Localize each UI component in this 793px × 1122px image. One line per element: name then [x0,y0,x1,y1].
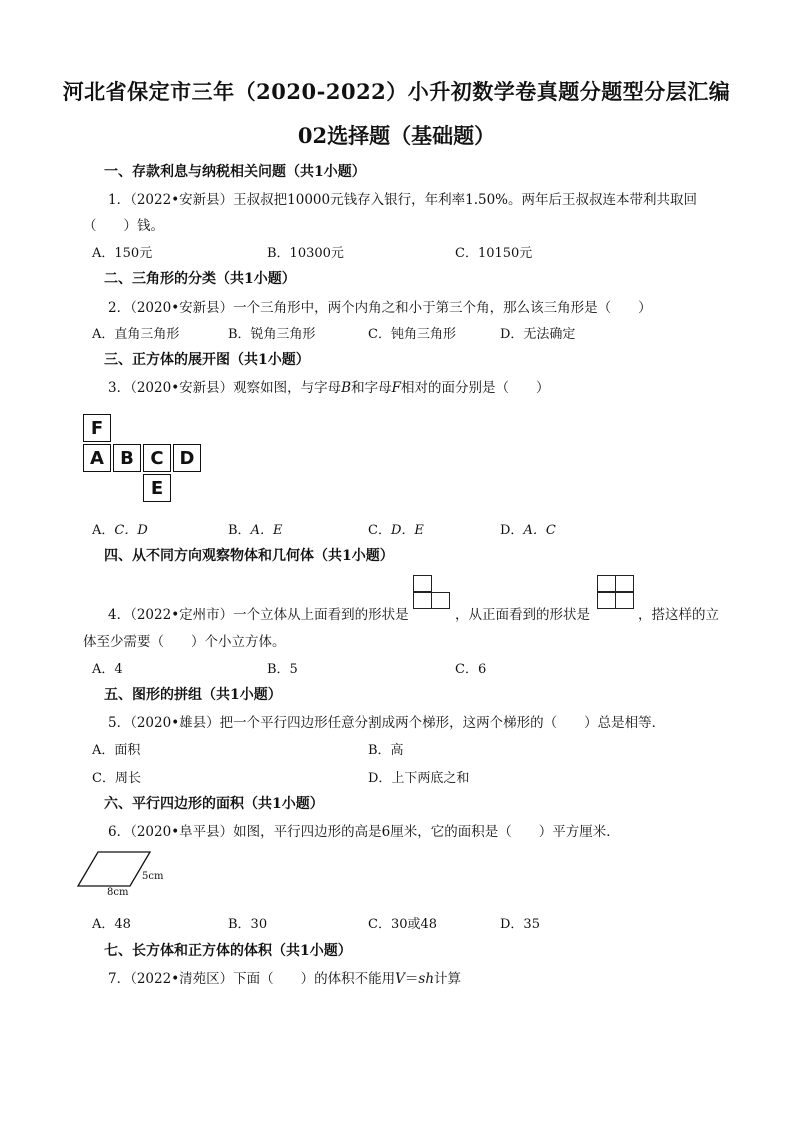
question-1-option-a[interactable]: A．150元 [92,246,153,261]
parallelogram-side-label: 5cm [142,871,164,882]
cube-net-figure [83,414,203,504]
net-face-d: D [173,444,201,472]
question-7-text [108,967,461,987]
net-face-c: C [143,444,171,472]
question-3-option-c[interactable]: C．D．E [368,523,424,538]
parallelogram-figure [76,848,176,908]
question-3-text [108,376,549,396]
question-6-option-a[interactable]: A．48 [92,917,131,932]
top-view-shape-icon [413,575,453,613]
net-face-e: E [143,474,171,502]
question-5-option-a[interactable]: A．面积 [92,743,141,758]
parallelogram-base-label: 8cm [107,887,129,898]
question-4-text-part2: ，从正面看到的形状是 [455,607,590,623]
question-2-option-d[interactable]: D．无法确定 [500,327,576,342]
question-5-option-b[interactable]: B．高 [368,743,404,758]
question-1-option-c[interactable]: C．10150元 [455,246,533,261]
question-7-var-sh: sh [418,971,435,987]
question-3-option-a[interactable]: A．C．D [92,523,148,538]
question-3-var-b: B [341,380,352,396]
question-2-option-b[interactable]: B．锐角三角形 [228,327,316,342]
question-7-text-part2: 计算 [434,971,462,987]
question-5-text: 5．（2020•雄县）把一个平行四边形任意分割成两个梯形，这两个梯形的（ ）总是相等． [108,715,666,731]
question-4-option-a[interactable]: A．4 [92,662,123,677]
section-heading-6: 六、平行四边形的面积（共1小题） [104,796,324,812]
question-4-text-cont: 体至少需要（ ）个小立方体。 [83,634,286,650]
question-3-text-part1: 3．（2020•安新县）观察如图，与字母 [108,380,342,396]
question-1-option-b[interactable]: B．10300元 [267,246,344,261]
question-3-text-part3: 相对的面分别是（ ） [400,380,550,396]
section-heading-2: 二、三角形的分类（共1小题） [104,271,296,287]
question-2-option-a[interactable]: A．直角三角形 [92,327,180,342]
question-1-text-cont: （ ）钱。 [83,218,164,234]
question-6-text: 6．（2020•阜平县）如图，平行四边形的高是6厘米，它的面积是（ ）平方厘米． [108,824,620,840]
document-title: 河北省保定市三年（2020-2022）小升初数学卷真题分题型分层汇编 [62,79,731,104]
section-heading-7: 七、长方体和正方体的体积（共1小题） [104,943,352,959]
question-6-option-d[interactable]: D．35 [500,917,540,932]
section-heading-5: 五、图形的拼组（共1小题） [104,687,282,703]
net-face-f: F [83,414,111,442]
question-7-text-part1: 7．（2022•清苑区）下面（ ）的体积不能用 [108,971,396,987]
question-5-option-c[interactable]: C．周长 [92,771,141,786]
question-3-text-part2: 和字母 [351,380,392,396]
question-1-text: 1．（2022•安新县）王叔叔把10000元钱存入银行，年利率1.50%。两年后王叔叔连本带利共取回 [108,192,697,208]
question-4-option-c[interactable]: C．6 [455,662,487,677]
net-face-a: A [83,444,111,472]
question-7-var-v: V [395,971,405,987]
question-3-option-b[interactable]: B．A．E [228,523,283,538]
question-3-option-d[interactable]: D．A．C [500,523,556,538]
section-heading-1: 一、存款利息与纳税相关问题（共1小题） [104,164,366,180]
question-5-option-d[interactable]: D．上下两底之和 [368,771,470,786]
section-heading-3: 三、正方体的展开图（共1小题） [104,352,310,368]
section-heading-4: 四、从不同方向观察物体和几何体（共1小题） [104,548,394,564]
question-4-option-b[interactable]: B．5 [267,662,298,677]
document-subtitle: 02选择题（基础题） [297,123,496,148]
question-6-option-b[interactable]: B．30 [228,917,268,932]
net-face-b: B [113,444,141,472]
question-2-option-c[interactable]: C．钝角三角形 [368,327,456,342]
question-4-text-part1: 4．（2022•定州市）一个立体从上面看到的形状是 [108,607,409,623]
front-view-shape-icon [597,575,637,613]
question-2-text: 2．（2020•安新县）一个三角形中，两个内角之和小于第三个角，那么该三角形是（ ） [108,300,652,316]
question-3-var-f: F [391,380,401,396]
question-6-option-c[interactable]: C．30或48 [368,917,438,932]
question-7-equals: ＝ [404,971,419,987]
question-4-text-part3: ，搭这样的立 [638,607,719,623]
